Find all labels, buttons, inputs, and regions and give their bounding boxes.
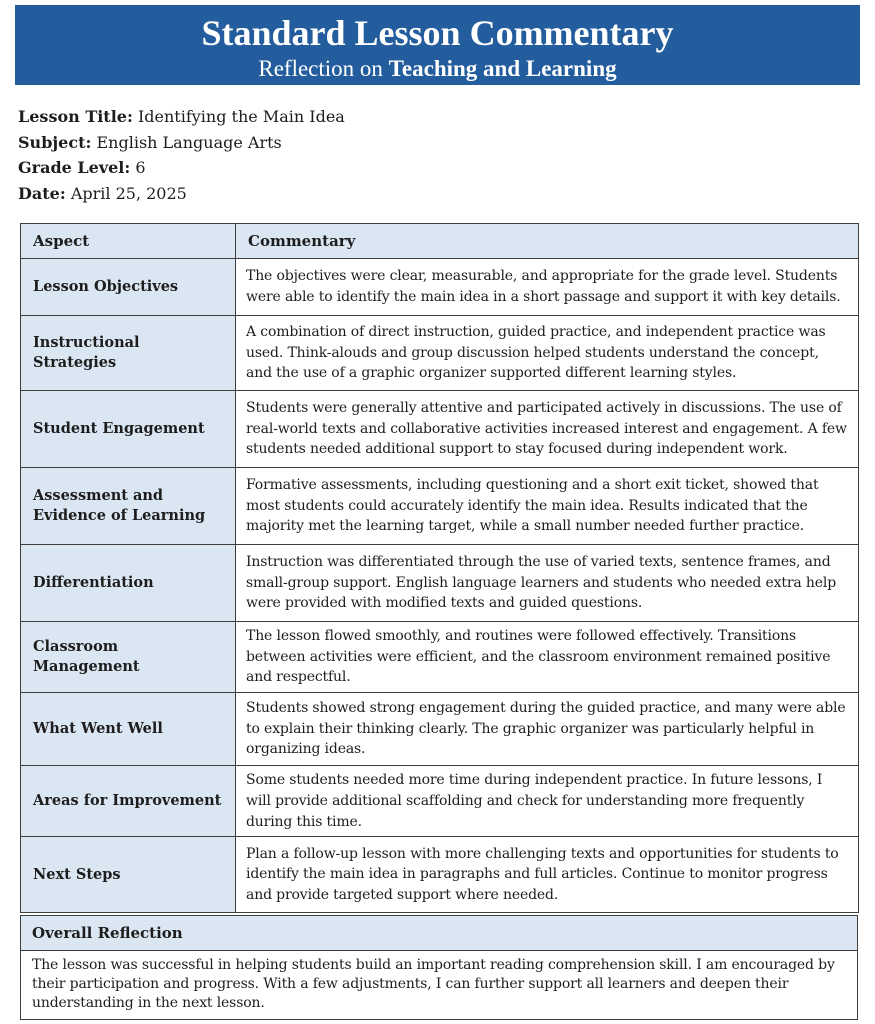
meta-lesson-title (18, 104, 345, 130)
commentary-cell: Formative assessments, including questioning and a short exit ticket, showed that most students could accurately identify the main idea. Results indicated that the majority met the learning target, while a small number needed further practice. (236, 468, 859, 545)
aspect-cell: Classroom Management (21, 622, 236, 693)
table-row (21, 622, 859, 693)
aspect-cell: Lesson Objectives (21, 259, 236, 316)
commentary-cell: Students showed strong engagement during the guided practice, and many were able to explain their thinking clearly. The graphic organizer was particularly helpful in organizing ideas. (236, 693, 859, 766)
meta-label: Grade Level: (18, 158, 131, 177)
aspect-cell: Assessment and Evidence of Learning (21, 468, 236, 545)
meta-grade-level (18, 155, 345, 181)
meta-value: 6 (135, 158, 146, 177)
lesson-meta (18, 104, 345, 206)
meta-label: Lesson Title: (18, 107, 133, 126)
commentary-cell: The lesson flowed smoothly, and routines were followed effectively. Transitions between activities were efficient, and the classroom environment remained positive and respectful. (236, 622, 859, 693)
header-banner (15, 5, 860, 85)
meta-value: April 25, 2025 (70, 183, 187, 203)
commentary-cell: Plan a follow-up lesson with more challenging texts and opportunities for students to identify the main idea in paragraphs and full articles. Continue to monitor progress and provide targeted support where needed. (236, 837, 859, 913)
aspect-cell: Next Steps (21, 837, 236, 913)
commentary-cell: Instruction was differentiated through the use of varied texts, sentence frames, and small-group support. English language learners and students who needed extra help were provided with modified texts and guided questions. (236, 545, 859, 622)
meta-date (18, 181, 345, 207)
page-subtitle (15, 56, 860, 82)
column-header-commentary: Commentary (236, 224, 859, 259)
table-row (21, 545, 859, 622)
overall-reflection-box (20, 915, 858, 1020)
commentary-table (20, 223, 859, 913)
commentary-cell: Students were generally attentive and participated actively in discussions. The use of real-world texts and collaborative activities increased interest and engagement. A few students needed additional support to stay focused during independent work. (236, 391, 859, 468)
aspect-cell: Student Engagement (21, 391, 236, 468)
table-row (21, 468, 859, 545)
subtitle-prefix: Reflection on (258, 56, 389, 81)
table-row (21, 693, 859, 766)
meta-subject (18, 130, 345, 156)
commentary-cell: Some students needed more time during independent practice. In future lessons, I will provide additional scaffolding and check for understanding more frequently during this time. (236, 766, 859, 837)
page-title: Standard Lesson Commentary (201, 13, 674, 53)
subtitle-emphasis: Teaching and Learning (388, 56, 617, 81)
commentary-cell: The objectives were clear, measurable, and appropriate for the grade level. Students were able to identify the main idea in a short passage and support it with key details. (236, 259, 859, 316)
meta-value: Identifying the Main Idea (137, 107, 345, 126)
meta-value: English Language Arts (96, 132, 282, 152)
overall-reflection-title: Overall Reflection (21, 916, 857, 951)
table-row (21, 391, 859, 468)
aspect-cell: What Went Well (21, 693, 236, 766)
aspect-cell: Differentiation (21, 545, 236, 622)
aspect-cell: Instructional Strategies (21, 316, 236, 391)
table-header-row (21, 224, 859, 259)
table-row (21, 316, 859, 391)
commentary-cell: A combination of direct instruction, guided practice, and independent practice was used. Think-alouds and group discussion helped students understand the concept, and the use of a graphic organizer supported different learning styles. (236, 316, 859, 391)
table-row (21, 766, 859, 837)
meta-label: Subject: (18, 132, 92, 152)
overall-reflection-text: The lesson was successful in helping students build an important reading comprehension skill. I am encouraged by their participation and progress. With a few adjustments, I can further support all learners and deepen their understanding in the next lesson. (32, 957, 835, 1011)
meta-label: Date: (18, 183, 66, 203)
aspect-cell: Areas for Improvement (21, 766, 236, 837)
table-row (21, 837, 859, 913)
column-header-aspect: Aspect (21, 224, 236, 259)
table-row (21, 259, 859, 316)
